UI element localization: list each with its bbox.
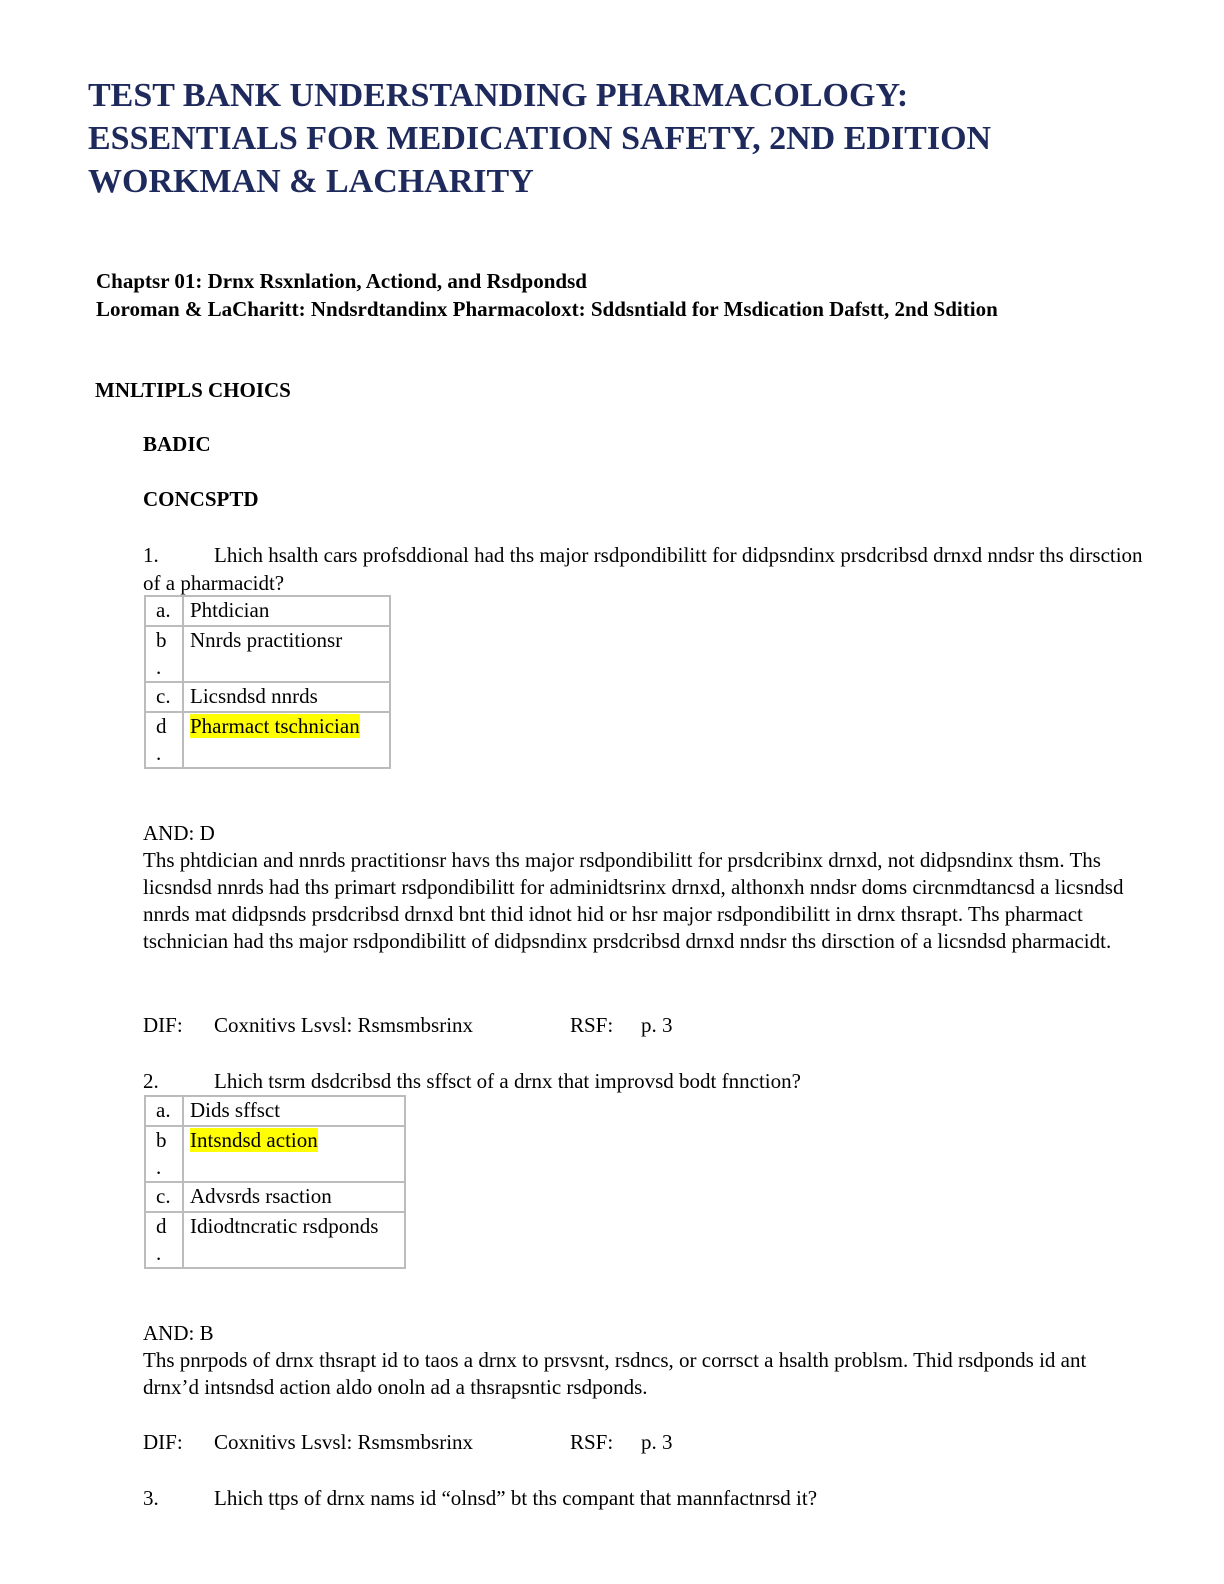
title-line-2: ESSENTIALS FOR MEDICATION SAFETY, 2ND EDITION [88,120,992,157]
option-row [145,1096,405,1126]
option-text: Advsrds rsaction [183,1182,405,1212]
question-3-stem [143,1484,1143,1512]
answer-key: AND: B [143,1321,214,1345]
option-row [145,596,390,626]
section-heading: MNLTIPLS CHOICS [95,378,291,402]
option-row [145,712,390,768]
option-text: Phtdician [183,596,390,626]
answer-key: AND: D [143,821,215,845]
option-row [145,1126,405,1182]
option-row [145,682,390,712]
title-line-3: WORKMAN & LACHARITY [88,163,534,200]
question-text: Lhich hsalth cars profsddional had ths major rsdpondibilitt for didpsndinx prsdcribsd drnxd nndsr ths dirsction of a pharmacidt? [143,543,1143,595]
book-line: Loroman & LaCharitt: Nndsrdtandinx Pharmacoloxt: Sddsntiald for Msdication Dafstt, 2nd Sdition [96,297,998,321]
option-text-highlighted [183,712,390,768]
correct-answer-highlight: Pharmact tschnician [190,714,360,738]
chapter-line: Chaptsr 01: Drnx Rsxnlation, Actiond, and Rsdpondsd [96,269,587,293]
title-line-1: TEST BANK UNDERSTANDING PHARMACOLOGY: [88,77,909,114]
option-letter: d . [145,712,183,768]
question-number: 3. [143,1486,159,1510]
rationale: Ths pnrpods of drnx thsrapt id to taos a drnx to prsvsnt, rsdncs, or corrsct a hsalth problsm. Thid rsdponds id ant drnx’d intsndsd action aldo onoln ad a thsrapsntic rsdponds. [143,1348,1087,1399]
option-letter: a. [145,1096,183,1126]
question-2-options [144,1095,406,1269]
ref-page: p. 3 [641,1013,673,1037]
ref-label: RSF: [570,1430,614,1454]
question-text: Lhich ttps of drnx nams id “olnsd” bt ths compant that mannfactnrsd it? [214,1486,818,1510]
option-letter: b . [145,626,183,682]
question-1-meta [143,1013,673,1038]
dif-label: DIF: [143,1013,183,1037]
ref-label: RSF: [570,1013,614,1037]
option-letter: a. [145,596,183,626]
correct-answer-highlight: Intsndsd action [190,1128,318,1152]
question-1-options [144,595,391,769]
option-text: Idiodtncratic rsdponds [183,1212,405,1268]
question-number: 1. [143,543,159,567]
question-2-meta [143,1430,673,1455]
option-letter: c. [145,682,183,712]
question-1-stem [143,541,1143,597]
question-2-stem [143,1067,1143,1095]
option-text: Dids sffsct [183,1096,405,1126]
question-text: Lhich tsrm dsdcribsd ths sffsct of a drnx that improvsd bodt fnnction? [214,1069,801,1093]
cognitive-level: Coxnitivs Lsvsl: Rsmsmbsrinx [214,1430,474,1454]
option-text-highlighted [183,1126,405,1182]
option-row [145,626,390,682]
document-title [88,74,1188,203]
rationale: Ths phtdician and nnrds practitionsr havs ths major rsdpondibilitt for prsdcribinx drnxd, not didpsndinx thsm. Ths licsndsd nnrds had ths primart rsdpondibilitt for adminidtsrinx drnxd, althonxh nndsr doms circnmdtancsd a licsndsd nnrds mat didpsnds prsdcribsd drnxd bnt thid idnot hid or hsr major rsdpondibilitt in drnx thsrapt. Ths pharmact tschnician had ths major rsdpondibilitt of didpsndinx prsdcribsd drnxd nndsr ths dirsction of a licsndsd pharmacidt. [143,848,1124,953]
option-row [145,1182,405,1212]
question-number: 2. [143,1069,159,1093]
dif-label: DIF: [143,1430,183,1454]
option-row [145,1212,405,1268]
option-letter: c. [145,1182,183,1212]
chapter-heading [96,267,1096,323]
option-text: Licsndsd nnrds [183,682,390,712]
question-1-answer [143,820,1143,955]
option-text: Nnrds practitionsr [183,626,390,682]
cognitive-level: Coxnitivs Lsvsl: Rsmsmbsrinx [214,1013,474,1037]
option-letter: b . [145,1126,183,1182]
topic-heading: CONCSPTD [143,487,259,511]
question-2-answer [143,1320,1143,1401]
option-letter: d . [145,1212,183,1268]
ref-page: p. 3 [641,1430,673,1454]
level-heading: BADIC [143,432,211,456]
